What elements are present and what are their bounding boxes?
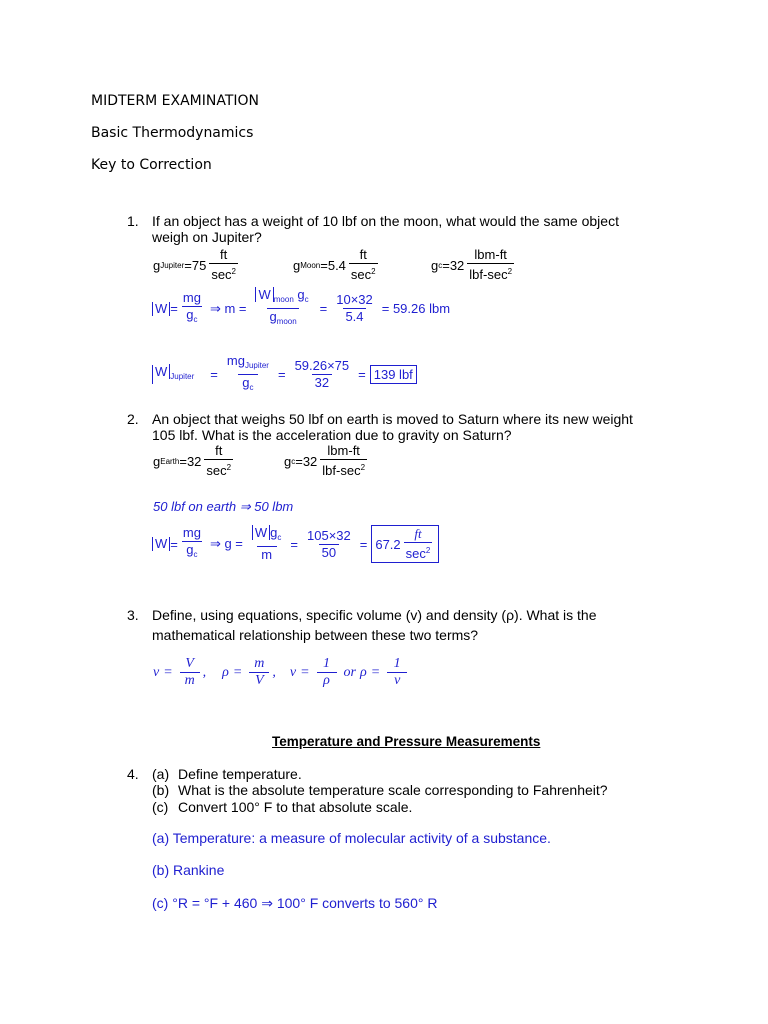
q4-number: 4.: [127, 766, 139, 782]
q1-g-moon: g Moon =5.4 $\frac{ft}{\sec^2}$: [293, 247, 376, 282]
q4-answer-b: (b) Rankine: [152, 862, 225, 878]
q1-number: 1.: [127, 213, 139, 229]
q4-answer-c: (c) °R = °F + 460 ⇒ 100° F converts to 560° R: [152, 895, 438, 911]
q3-text-line1: Define, using equations, specific volume (v) and density (ρ). What is the: [152, 607, 597, 623]
section-title: Temperature and Pressure Measurements: [272, 734, 541, 749]
q1-answer-box: 139 lbf: [370, 365, 417, 384]
exam-title: MIDTERM EXAMINATION: [91, 93, 259, 109]
q2-gc: g c =32 $\frac{\text{lbm-ft}}{lbf-\sec^2}$: [284, 443, 366, 478]
q3-text-line2: mathematical relationship between these two terms?: [152, 627, 479, 643]
course-title: Basic Thermodynamics: [91, 125, 254, 141]
document-subtitle: Key to Correction: [91, 157, 212, 173]
q2-text-line2: 105 lbf. What is the acceleration due to gravity on Saturn?: [152, 427, 512, 443]
q2-number: 2.: [127, 411, 139, 427]
q2-text-line1: An object that weighs 50 lbf on earth is moved to Saturn where its new weight: [152, 411, 633, 427]
q4-part-c: (c) Convert 100° F to that absolute scale.: [152, 799, 413, 815]
q3-equations: v = $\frac{V}{m}$ , ρ = $\frac{m}{V}$ , v = $\frac{1}{\rho}$ or ρ = $\frac{1}{v}$: [153, 657, 410, 688]
q1-text-line2: weigh on Jupiter?: [152, 229, 262, 245]
q1-text-line1: If an object has a weight of 10 lbf on the moon, what would the same object: [152, 213, 619, 229]
q4-part-a: (a) Define temperature.: [152, 766, 302, 782]
q2-gravity-equation: W = $\frac{mg}{g_c}$ ⇒ g = $\frac{W g_c}{m}$ = $\frac{105\times 32}{50}$ = 67.2 $\frac{ft}{\sec^2}$: [152, 525, 439, 563]
q4-part-b: (b) What is the absolute temperature scale corresponding to Fahrenheit?: [152, 782, 608, 798]
q1-g-jupiter: g Jupiter =75 $\frac{ft}{\sec^2}$: [153, 247, 236, 282]
q1-mass-equation: W = $\frac{mg}{g_c}$ ⇒ m = $\frac{W _{moon} g_c}{g_{moon}}$ = $\frac{10\times 32}{5.4}$ = 59.26 lbm: [152, 288, 454, 329]
q4-answer-a: (a) Temperature: a measure of molecular activity of a substance.: [152, 830, 551, 846]
q3-number: 3.: [127, 607, 139, 623]
q2-g-earth: g Earth =32 $\frac{ft}{\sec^2}$: [153, 443, 232, 478]
q1-gc: g c =32 $\frac{\text{lbm-ft}}{lbf-\sec^2}$: [431, 247, 513, 282]
q1-jupiter-weight-equation: W $_{Jupiter}$ = $\frac{mg_{Jupiter}}{g_c}$ = $\frac{59.26\times 75}{32}$ = 139 lbf: [152, 354, 417, 395]
q2-note: 50 lbf on earth ⇒ 50 lbm: [153, 499, 294, 514]
q2-answer-box: 67.2 $\frac{ft}{\sec^2}$: [371, 525, 439, 563]
